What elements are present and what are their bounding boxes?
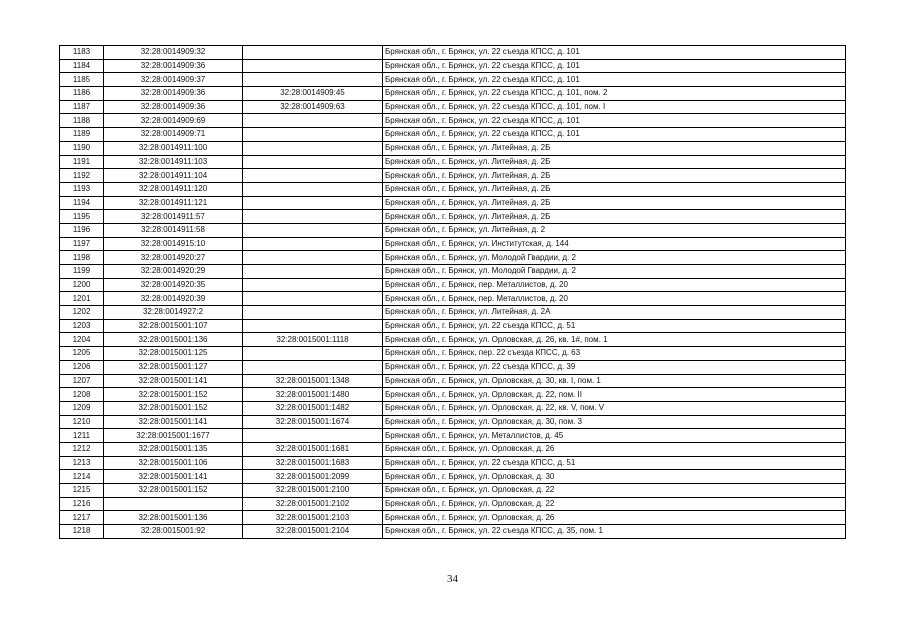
row-number-cell: 1196 — [60, 223, 104, 237]
cadastral-number-cell: 32:28:0014911:103 — [104, 155, 243, 169]
address-cell: Брянская обл., г. Брянск, ул. Орловская, д. 30, кв. I, пом. 1 — [383, 374, 846, 388]
cadastral-number-cell: 32:28:0015001:141 — [104, 470, 243, 484]
cadastral-number-cell: 32:28:0015001:152 — [104, 484, 243, 498]
address-cell: Брянская обл., г. Брянск, ул. 22 съезда КПСС, д. 39 — [383, 360, 846, 374]
row-number-cell: 1187 — [60, 100, 104, 114]
table-row — [60, 196, 846, 210]
table-row — [60, 87, 846, 101]
cadastral-number-cell: 32:28:0014909:36 — [104, 87, 243, 101]
address-cell: Брянская обл., г. Брянск, ул. 22 съезда КПСС, д. 101 — [383, 46, 846, 60]
table-row — [60, 128, 846, 142]
row-number-cell: 1194 — [60, 196, 104, 210]
row-number-cell: 1198 — [60, 251, 104, 265]
related-cadastral-number-cell: 32:28:0014909:45 — [243, 87, 383, 101]
cadastral-number-cell: 32:28:0014920:27 — [104, 251, 243, 265]
row-number-cell: 1206 — [60, 360, 104, 374]
related-cadastral-number-cell — [243, 429, 383, 443]
address-cell: Брянская обл., г. Брянск, ул. Орловская, д. 26 — [383, 511, 846, 525]
table-row — [60, 292, 846, 306]
related-cadastral-number-cell — [243, 210, 383, 224]
address-cell: Брянская обл., г. Брянск, ул. Литейная, д. 2 — [383, 223, 846, 237]
address-cell: Брянская обл., г. Брянск, ул. 22 съезда КПСС, д. 35, пом. 1 — [383, 525, 846, 539]
related-cadastral-number-cell — [243, 278, 383, 292]
cadastral-number-cell: 32:28:0015001:152 — [104, 388, 243, 402]
address-cell: Брянская обл., г. Брянск, ул. Литейная, д. 2Б — [383, 155, 846, 169]
row-number-cell: 1183 — [60, 46, 104, 60]
cadastral-number-cell: 32:28:0014909:71 — [104, 128, 243, 142]
row-number-cell: 1184 — [60, 59, 104, 73]
table-row — [60, 415, 846, 429]
row-number-cell: 1214 — [60, 470, 104, 484]
table-row — [60, 155, 846, 169]
address-cell: Брянская обл., г. Брянск, ул. Орловская, д. 26 — [383, 442, 846, 456]
address-cell: Брянская обл., г. Брянск, ул. Орловская, д. 26, кв. 1#, пом. 1 — [383, 333, 846, 347]
related-cadastral-number-cell: 32:28:0015001:1482 — [243, 401, 383, 415]
related-cadastral-number-cell — [243, 251, 383, 265]
cadastral-number-cell: 32:28:0014909:36 — [104, 59, 243, 73]
row-number-cell: 1204 — [60, 333, 104, 347]
address-cell: Брянская обл., г. Брянск, ул. Литейная, д. 2Б — [383, 210, 846, 224]
related-cadastral-number-cell — [243, 114, 383, 128]
table-row — [60, 265, 846, 279]
related-cadastral-number-cell: 32:28:0015001:1348 — [243, 374, 383, 388]
row-number-cell: 1211 — [60, 429, 104, 443]
table-row — [60, 401, 846, 415]
registry-table-body — [60, 46, 846, 539]
address-cell: Брянская обл., г. Брянск, ул. Литейная, д. 2Б — [383, 196, 846, 210]
cadastral-number-cell: 32:28:0015001:141 — [104, 415, 243, 429]
address-cell: Брянская обл., г. Брянск, ул. Орловская, д. 22, кв. V, пом. V — [383, 401, 846, 415]
related-cadastral-number-cell: 32:28:0015001:1118 — [243, 333, 383, 347]
row-number-cell: 1200 — [60, 278, 104, 292]
table-row — [60, 169, 846, 183]
table-row — [60, 223, 846, 237]
cadastral-number-cell: 32:28:0015001:107 — [104, 319, 243, 333]
address-cell: Брянская обл., г. Брянск, ул. Институтская, д. 144 — [383, 237, 846, 251]
row-number-cell: 1210 — [60, 415, 104, 429]
address-cell: Брянская обл., г. Брянск, ул. Орловская, д. 22 — [383, 497, 846, 511]
row-number-cell: 1201 — [60, 292, 104, 306]
cadastral-number-cell: 32:28:0015001:152 — [104, 401, 243, 415]
row-number-cell: 1189 — [60, 128, 104, 142]
row-number-cell: 1205 — [60, 347, 104, 361]
related-cadastral-number-cell — [243, 141, 383, 155]
address-cell: Брянская обл., г. Брянск, ул. 22 съезда КПСС, д. 101, пом. 2 — [383, 87, 846, 101]
address-cell: Брянская обл., г. Брянск, ул. Литейная, д. 2Б — [383, 182, 846, 196]
cadastral-number-cell: 32:28:0014909:69 — [104, 114, 243, 128]
address-cell: Брянская обл., г. Брянск, ул. Орловская, д. 22 — [383, 484, 846, 498]
row-number-cell: 1203 — [60, 319, 104, 333]
cadastral-number-cell: 32:28:0015001:125 — [104, 347, 243, 361]
row-number-cell: 1217 — [60, 511, 104, 525]
cadastral-number-cell: 32:28:0015001:136 — [104, 511, 243, 525]
table-row — [60, 114, 846, 128]
related-cadastral-number-cell: 32:28:0015001:2104 — [243, 525, 383, 539]
table-row — [60, 306, 846, 320]
related-cadastral-number-cell — [243, 59, 383, 73]
table-row — [60, 319, 846, 333]
cadastral-number-cell: 32:28:0014920:39 — [104, 292, 243, 306]
cadastral-number-cell: 32:28:0014911:121 — [104, 196, 243, 210]
table-row — [60, 442, 846, 456]
cadastral-number-cell: 32:28:0014911:57 — [104, 210, 243, 224]
table-row — [60, 73, 846, 87]
row-number-cell: 1197 — [60, 237, 104, 251]
address-cell: Брянская обл., г. Брянск, ул. Орловская, д. 30 — [383, 470, 846, 484]
cadastral-number-cell: 32:28:0014911:104 — [104, 169, 243, 183]
cadastral-number-cell: 32:28:0015001:106 — [104, 456, 243, 470]
related-cadastral-number-cell — [243, 128, 383, 142]
related-cadastral-number-cell — [243, 223, 383, 237]
address-cell: Брянская обл., г. Брянск, ул. Орловская, д. 22, пом. II — [383, 388, 846, 402]
related-cadastral-number-cell: 32:28:0015001:2102 — [243, 497, 383, 511]
row-number-cell: 1208 — [60, 388, 104, 402]
address-cell: Брянская обл., г. Брянск, пер. 22 съезда КПСС, д. 63 — [383, 347, 846, 361]
cadastral-number-cell: 32:28:0015001:1677 — [104, 429, 243, 443]
cadastral-number-cell: 32:28:0014909:37 — [104, 73, 243, 87]
cadastral-number-cell: 32:28:0014911:100 — [104, 141, 243, 155]
row-number-cell: 1216 — [60, 497, 104, 511]
page-number: 34 — [447, 573, 458, 585]
cadastral-number-cell: 32:28:0014911:58 — [104, 223, 243, 237]
row-number-cell: 1193 — [60, 182, 104, 196]
row-number-cell: 1188 — [60, 114, 104, 128]
cadastral-number-cell: 32:28:0014920:29 — [104, 265, 243, 279]
address-cell: Брянская обл., г. Брянск, ул. 22 съезда КПСС, д. 101 — [383, 114, 846, 128]
row-number-cell: 1218 — [60, 525, 104, 539]
cadastral-number-cell: 32:28:0015001:141 — [104, 374, 243, 388]
table-row — [60, 237, 846, 251]
table-row — [60, 470, 846, 484]
related-cadastral-number-cell — [243, 155, 383, 169]
related-cadastral-number-cell: 32:28:0014909:63 — [243, 100, 383, 114]
address-cell: Брянская обл., г. Брянск, ул. 22 съезда КПСС, д. 101 — [383, 128, 846, 142]
related-cadastral-number-cell — [243, 73, 383, 87]
address-cell: Брянская обл., г. Брянск, пер. Металлистов, д. 20 — [383, 292, 846, 306]
address-cell: Брянская обл., г. Брянск, ул. Орловская, д. 30, пом. 3 — [383, 415, 846, 429]
related-cadastral-number-cell: 32:28:0015001:1674 — [243, 415, 383, 429]
related-cadastral-number-cell — [243, 319, 383, 333]
address-cell: Брянская обл., г. Брянск, ул. 22 съезда КПСС, д. 51 — [383, 319, 846, 333]
cadastral-number-cell: 32:28:0015001:92 — [104, 525, 243, 539]
related-cadastral-number-cell: 32:28:0015001:2103 — [243, 511, 383, 525]
row-number-cell: 1213 — [60, 456, 104, 470]
row-number-cell: 1212 — [60, 442, 104, 456]
table-row — [60, 141, 846, 155]
table-row — [60, 347, 846, 361]
cadastral-number-cell: 32:28:0014911:120 — [104, 182, 243, 196]
cadastral-number-cell: 32:28:0014915:10 — [104, 237, 243, 251]
address-cell: Брянская обл., г. Брянск, ул. Литейная, д. 2Б — [383, 169, 846, 183]
cadastral-number-cell: 32:28:0015001:135 — [104, 442, 243, 456]
table-row — [60, 484, 846, 498]
related-cadastral-number-cell — [243, 182, 383, 196]
related-cadastral-number-cell — [243, 306, 383, 320]
address-cell: Брянская обл., г. Брянск, ул. 22 съезда КПСС, д. 101, пом. I — [383, 100, 846, 114]
address-cell: Брянская обл., г. Брянск, ул. 22 съезда КПСС, д. 101 — [383, 59, 846, 73]
table-row — [60, 251, 846, 265]
table-row — [60, 374, 846, 388]
row-number-cell: 1186 — [60, 87, 104, 101]
address-cell: Брянская обл., г. Брянск, ул. Металлистов, д. 45 — [383, 429, 846, 443]
table-row — [60, 497, 846, 511]
table-row — [60, 333, 846, 347]
related-cadastral-number-cell — [243, 46, 383, 60]
address-cell: Брянская обл., г. Брянск, ул. Молодой Гвардии, д. 2 — [383, 251, 846, 265]
row-number-cell: 1185 — [60, 73, 104, 87]
table-row — [60, 388, 846, 402]
row-number-cell: 1202 — [60, 306, 104, 320]
related-cadastral-number-cell — [243, 360, 383, 374]
cadastral-number-cell: 32:28:0015001:136 — [104, 333, 243, 347]
address-cell: Брянская обл., г. Брянск, ул. 22 съезда КПСС, д. 101 — [383, 73, 846, 87]
related-cadastral-number-cell — [243, 196, 383, 210]
cadastral-number-cell: 32:28:0014927:2 — [104, 306, 243, 320]
row-number-cell: 1191 — [60, 155, 104, 169]
table-row — [60, 360, 846, 374]
table-row — [60, 429, 846, 443]
related-cadastral-number-cell — [243, 237, 383, 251]
address-cell: Брянская обл., г. Брянск, ул. 22 съезда КПСС, д. 51 — [383, 456, 846, 470]
row-number-cell: 1209 — [60, 401, 104, 415]
address-cell: Брянская обл., г. Брянск, ул. Молодой Гвардии, д. 2 — [383, 265, 846, 279]
table-row — [60, 511, 846, 525]
table-row — [60, 210, 846, 224]
cadastral-number-cell: 32:28:0014909:36 — [104, 100, 243, 114]
table-row — [60, 278, 846, 292]
row-number-cell: 1215 — [60, 484, 104, 498]
cadastral-number-cell — [104, 497, 243, 511]
related-cadastral-number-cell: 32:28:0015001:2099 — [243, 470, 383, 484]
row-number-cell: 1195 — [60, 210, 104, 224]
related-cadastral-number-cell: 32:28:0015001:1683 — [243, 456, 383, 470]
address-cell: Брянская обл., г. Брянск, ул. Литейная, д. 2А — [383, 306, 846, 320]
table-row — [60, 46, 846, 60]
related-cadastral-number-cell: 32:28:0015001:1681 — [243, 442, 383, 456]
related-cadastral-number-cell — [243, 169, 383, 183]
related-cadastral-number-cell — [243, 265, 383, 279]
table-row — [60, 525, 846, 539]
cadastral-number-cell: 32:28:0015001:127 — [104, 360, 243, 374]
row-number-cell: 1207 — [60, 374, 104, 388]
cadastral-number-cell: 32:28:0014909:32 — [104, 46, 243, 60]
row-number-cell: 1199 — [60, 265, 104, 279]
address-cell: Брянская обл., г. Брянск, ул. Литейная, д. 2Б — [383, 141, 846, 155]
table-row — [60, 100, 846, 114]
table-row — [60, 59, 846, 73]
address-cell: Брянская обл., г. Брянск, пер. Металлистов, д. 20 — [383, 278, 846, 292]
table-row — [60, 456, 846, 470]
registry-table — [59, 45, 846, 539]
related-cadastral-number-cell: 32:28:0015001:2100 — [243, 484, 383, 498]
row-number-cell: 1190 — [60, 141, 104, 155]
related-cadastral-number-cell: 32:28:0015001:1480 — [243, 388, 383, 402]
cadastral-number-cell: 32:28:0014920:35 — [104, 278, 243, 292]
related-cadastral-number-cell — [243, 347, 383, 361]
related-cadastral-number-cell — [243, 292, 383, 306]
table-row — [60, 182, 846, 196]
row-number-cell: 1192 — [60, 169, 104, 183]
